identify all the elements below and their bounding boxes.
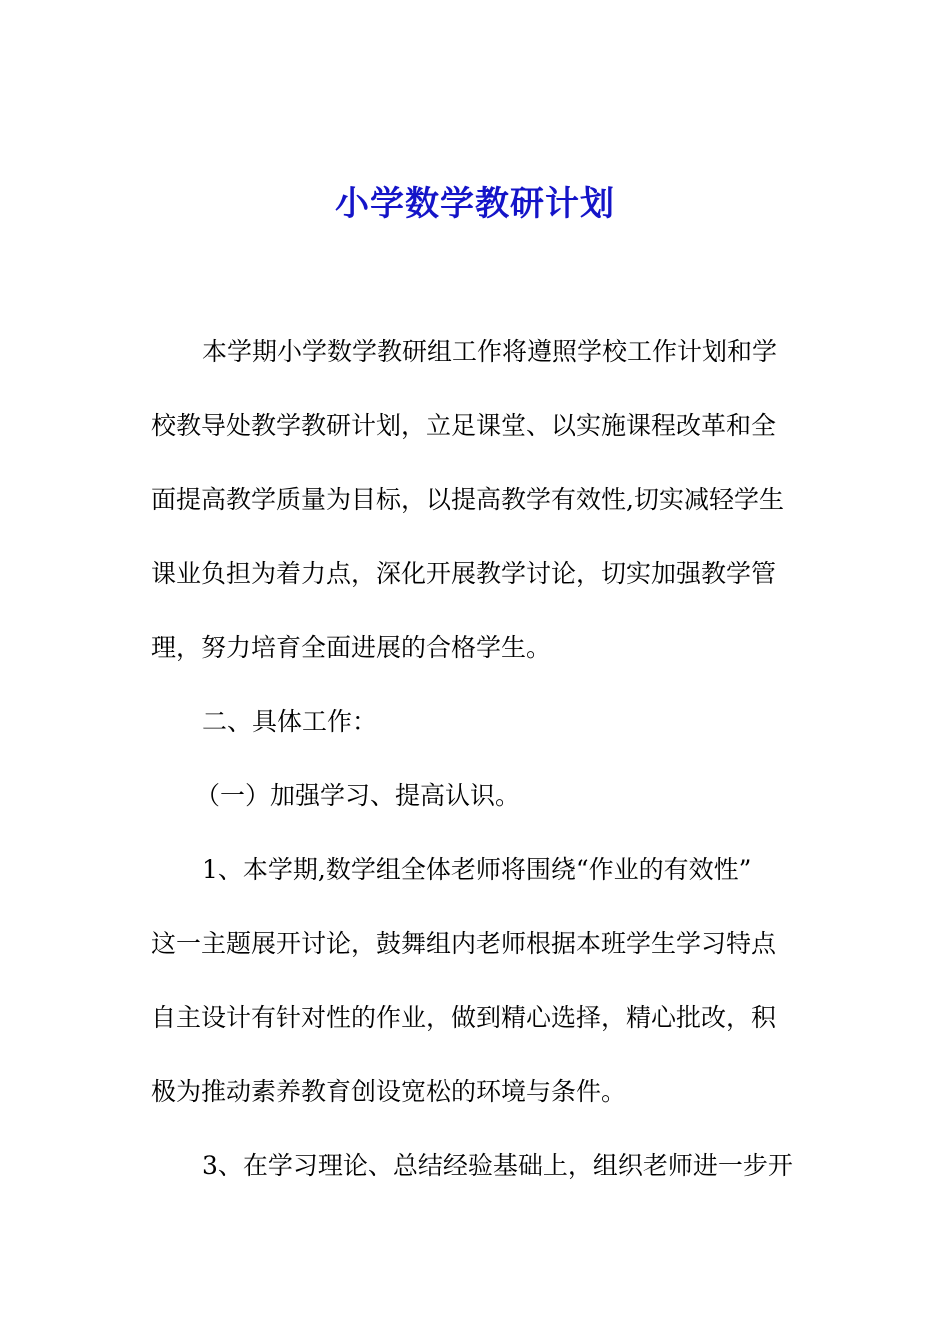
- paragraph-line: 这一主题展开讨论，鼓舞组内老师根据本班学生学习特点: [151, 929, 777, 958]
- paragraph-line: 校教导处教学教研计划，立足课堂、以实施课程改革和全: [151, 411, 777, 440]
- section-heading: 二、具体工作：: [202, 707, 378, 736]
- paragraph-line: 面提高教学质量为目标，以提高教学有效性,切实减轻学生: [151, 485, 784, 514]
- paragraph-line: 自主设计有针对性的作业，做到精心选择，精心批改，积: [151, 1003, 777, 1032]
- paragraph-line: 1、本学期,数学组全体老师将围绕“作业的有效性”: [202, 855, 752, 884]
- document-title: 小学数学教研计划: [335, 184, 615, 224]
- paragraph-line: 极为推动素养教育创设宽松的环境与条件。: [151, 1077, 627, 1106]
- subsection-heading: （一）加强学习、提高认识。: [195, 781, 521, 810]
- paragraph-line: 本学期小学数学教研组工作将遵照学校工作计划和学: [202, 337, 778, 366]
- paragraph-line: 理，努力培育全面进展的合格学生。: [151, 633, 552, 662]
- paragraph-line: 课业负担为着力点，深化开展教学讨论，切实加强教学管: [151, 559, 777, 588]
- paragraph-line: 3、在学习理论、总结经验基础上，组织老师进一步开: [202, 1151, 793, 1180]
